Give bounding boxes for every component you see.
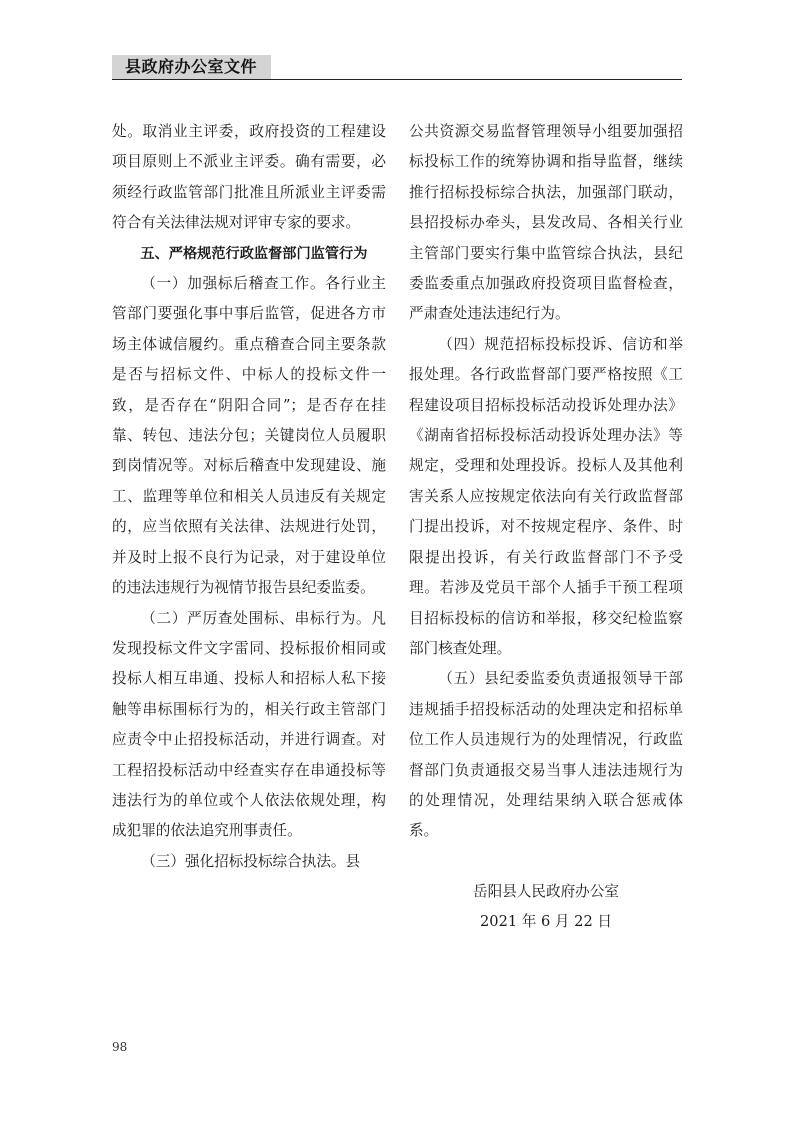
- page-number: 98: [112, 1040, 128, 1054]
- right-column: [409, 117, 683, 938]
- paragraph: （五）县纪委监委负责通报领导干部违规插手招投标活动的处理决定和招标单位工作人员违规行为的处理情况，行政监督部门负责通报交易当事人违法违规行为的处理情况，处理结果纳入联合惩戒体系。: [409, 670, 683, 840]
- signature-date: 2021 年 6 月 22 日: [480, 913, 612, 931]
- paragraph: 处。取消业主评委，政府投资的工程建设项目原则上不派业主评委。确有需要，必须经行政监管部门批准且所派业主评委需符合有关法律法规对评审专家的要求。: [112, 123, 386, 232]
- left-column: [112, 117, 386, 877]
- paragraph: （四）规范招标投标投诉、信访和举报处理。各行政监督部门要严格按照《工程建设项目招标投标活动投诉处理办法》《湖南省招标投标活动投诉处理办法》等规定，受理和处理投诉。投标人及其他利害关系人应按规定依法向有关行政监督部门提出投诉，对不按规定程序、条件、时限提出投诉，有关行政监督部门不予受理。若涉及党员干部个人插手干预工程项目招标投标的信访和举报，移交纪检监察部门核查处理。: [409, 335, 683, 657]
- header-title: 县政府办公室文件: [125, 57, 258, 76]
- header-rule: [112, 79, 682, 80]
- section-heading: 五、严格规范行政监督部门监管行为: [140, 245, 368, 262]
- paragraph: （一）加强标后稽查工作。各行业主管部门要强化事中事后监管，促进各方市场主体诚信履约。重点稽查合同主要条款是否与招标文件、中标人的投标文件一致，是否存在“阴阳合同”；是否存在挂靠、转包、违法分包；关键岗位人员履职到岗情况等。对标后稽查中发现建设、施工、监理等单位和相关人员违反有关规定的，应当依照有关法律、法规进行处罚，并及时上报不良行为记录，对于建设单位的违法违规行为视情节报告县纪委监委。: [112, 275, 386, 597]
- signature-block: [409, 877, 683, 938]
- signature-org: 岳阳县人民政府办公室: [473, 882, 619, 900]
- paragraph: 公共资源交易监督管理领导小组要加强招标投标工作的统筹协调和指导监督，继续推行招标投标综合执法，加强部门联动，县招投标办牵头，县发改局、各相关行业主管部门要实行集中监管综合执法，县纪委监委重点加强政府投资项目监督检查，严肃查处违法违纪行为。: [409, 123, 683, 323]
- paragraph: （三）强化招标投标综合执法。县: [141, 852, 361, 870]
- paragraph: （二）严厉查处围标、串标行为。凡发现投标文件文字雷同、投标报价相同或投标人相互串通、投标人和招标人私下接触等串标围标行为的，相关行政主管部门应责令中止招投标活动，并进行调查。对工程招投标活动中经查实存在串通投标等违法行为的单位或个人依法依规处理，构成犯罪的依法追究刑事责任。: [112, 609, 386, 840]
